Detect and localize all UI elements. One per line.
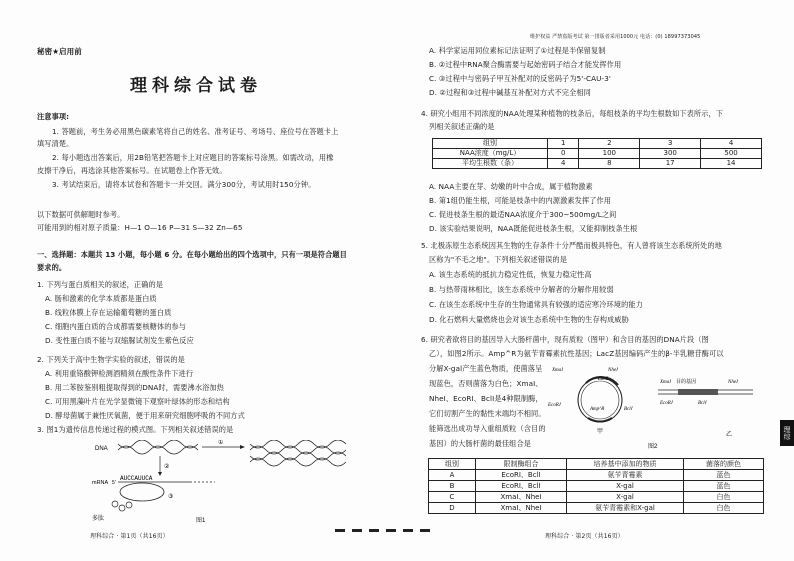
table-cell: 17 xyxy=(640,159,701,169)
notice-line: 填写清楚。 xyxy=(37,139,74,148)
figure-1-diagram xyxy=(90,440,410,525)
q1-option-a: A. 肠和激素的化学本质都是蛋白质 xyxy=(45,294,157,303)
table-cell: 300 xyxy=(640,149,701,159)
xma-site-label: XmaⅠ xyxy=(552,368,563,373)
section-heading: 一、选择题：本题共 13 小题，每小题 6 分。在每小题给出的四个选项中，只有一项是符合题目 xyxy=(37,250,347,259)
table-cell: XmaⅠ、NheⅠ xyxy=(476,503,567,514)
q3-stem: 3. 图1为遗传信息传递过程的模式图。下列相关叙述错误的是 xyxy=(37,425,234,434)
target-gene-label: 目的基因 xyxy=(676,379,697,385)
table-cell: 氨苄青霉素 xyxy=(567,470,684,481)
target-gene-block xyxy=(678,389,718,395)
q3-option-c: C. ③过程中与密码子甲互补配对的反密码子为5'-CAU-3' xyxy=(429,74,611,83)
table-header-row xyxy=(429,459,764,470)
step-1-label: ① xyxy=(218,440,224,446)
q5-option-c: C. 在该生态系统中生存的生物通常具有较强的适应寒冷环境的能力 xyxy=(429,300,643,309)
table-row xyxy=(433,159,762,169)
table-row xyxy=(429,503,764,514)
q5-stem: 5. 北极冻原生态系统因其生物的生存条件十分严酷而极具特色，有人曾将该生态系统所处的地 xyxy=(421,241,722,250)
table-cell: X-gal xyxy=(567,481,684,492)
q2-option-a: A. 利用重铬酸钾检测酒精须在酸性条件下进行 xyxy=(45,369,194,378)
q1-option-c: C. 细胞内蛋白质的合成都需要核糖体的参与 xyxy=(45,322,187,331)
figure-2-diagram xyxy=(548,360,758,450)
table-header-cell: 菌落的颜色 xyxy=(684,459,764,470)
amino-acid xyxy=(119,505,125,511)
table-cell: 100 xyxy=(579,149,640,159)
q2-option-b: B. 用二苯胺鉴别粗提取得到的DNA时，需要沸水浴加热 xyxy=(45,383,224,392)
subject-side-tab: 理综 xyxy=(780,420,794,446)
frag-xma-label: XmaⅠ xyxy=(660,380,671,385)
q6-stem-line: 乙），如图2所示。Amp^R为氨苄青霉素抗性基因；LacZ基因编码产生的β-半乳糖苷酶可以 xyxy=(429,349,724,358)
q6-stem-line: 6. 研究者欲将目的基因导入大肠杆菌中，现有质粒（图甲）和含目的基因的DNA片段（图 xyxy=(421,335,709,344)
q3-option-b: B. ②过程中RNA聚合酶需要与起始密码子结合才能发挥作用 xyxy=(429,60,622,69)
table-cell: 氨苄青霉素和X-gal xyxy=(567,503,684,514)
ribosome xyxy=(120,483,164,501)
ecor-site-label: EcoRⅠ xyxy=(548,403,561,408)
table-cell: A xyxy=(429,470,476,481)
q4-data-table xyxy=(432,138,762,169)
q1-stem: 1. 下列与蛋白质相关的叙述，正确的是 xyxy=(37,280,164,289)
q2-stem: 2. 下列关于高中生物学实验的叙述，错误的是 xyxy=(37,355,185,364)
center-mark xyxy=(369,529,379,532)
q2-option-c: C. 可用黑藻叶片在光学显微镜下观察叶绿体的形态和结构 xyxy=(45,397,230,406)
dna-helix-strand xyxy=(250,440,346,448)
arrowhead xyxy=(240,445,245,449)
table-cell: D xyxy=(429,503,476,514)
figure-1-caption: 图1 xyxy=(196,518,206,524)
amp-label: Amp^R xyxy=(590,407,605,412)
q5-option-d: D. 化石燃料大量燃烧也会对该生态系统中生物的生存构成威胁 xyxy=(429,315,629,324)
table-header-cell: 组别 xyxy=(429,459,476,470)
right-footer: 理科综合 · 第2页（共16页） xyxy=(545,533,624,540)
dna-helix-strand xyxy=(250,446,346,454)
q6-stem-line: 现蓝色，否则菌落为白色；XmaⅠ、 xyxy=(429,379,543,388)
q3-option-a: A. 科学家运用同位素标记法证明了①过程是半保留复制 xyxy=(429,46,606,55)
q1-option-b: B. 线粒体膜上存在运输葡萄糖的蛋白质 xyxy=(45,308,172,317)
q2-option-d: D. 酵母菌属于兼性厌氧菌，便于用来研究细胞呼吸的不同方式 xyxy=(45,411,245,420)
nhe-site-label: NheⅠ xyxy=(608,368,618,373)
table-cell: 白色 xyxy=(684,492,764,503)
q5-option-a: A. 该生态系统的抵抗力稳定性低，恢复力稳定性高 xyxy=(429,270,592,279)
table-header-cell: 1 xyxy=(548,139,579,149)
table-header-cell: 培养基中添加的物质 xyxy=(567,459,684,470)
left-footer: 理科综合 · 第1页（共16页） xyxy=(90,533,169,540)
fragment-label: 乙 xyxy=(726,432,733,438)
mrna-sequence: AUCCAUUCA xyxy=(120,475,153,482)
amp-gene-segment xyxy=(588,418,612,422)
ref-masses: 可能用到的相对原子质量：H—1 O—16 P—31 S—32 Zn—65 xyxy=(37,223,243,232)
table-cell: 14 xyxy=(701,159,762,169)
notice-line: 皮擦干净后，再选涂其他答案标号。在试题卷上作答无效。 xyxy=(37,166,227,175)
q4-option-c: C. 促进枝条生根的最适NAA浓度介于300~500mg/L之间 xyxy=(429,210,617,219)
q4-stem-cont: 列相关叙述正确的是 xyxy=(429,122,495,131)
table-cell: 白色 xyxy=(684,503,764,514)
table-cell: 平均生根数（条） xyxy=(433,159,548,169)
notice-heading: 注意事项: xyxy=(37,112,70,121)
frag-bcl-label: BclⅠ xyxy=(698,401,707,406)
q6-stem-line: NheⅠ、EcoRⅠ、BclⅠ是4种限制酶， xyxy=(429,394,543,403)
q4-option-d: D. 该实验结果说明，NAA既能促进枝条生根，又能抑制枝条生根 xyxy=(429,224,638,233)
figure-2-caption: 图2 xyxy=(648,444,658,450)
plasmid-ring xyxy=(578,378,622,422)
frag-nhe-label: NheⅠ xyxy=(728,380,738,385)
table-cell: B xyxy=(429,481,476,492)
table-cell: 4 xyxy=(548,159,579,169)
table-cell: 8 xyxy=(579,159,640,169)
step-3-label: ③ xyxy=(168,493,174,500)
table-header-cell: 限制酶组合 xyxy=(476,459,567,470)
q6-options-table xyxy=(428,458,764,514)
table-cell: C xyxy=(429,492,476,503)
q6-stem-line: 分解X-gal产生蓝色物质，使菌落呈 xyxy=(429,364,543,373)
table-cell: EcoRⅠ、BclⅠ xyxy=(476,470,567,481)
q6-stem-line: 能筛选出成功导入重组质粒（含目的 xyxy=(429,424,546,433)
arrowhead xyxy=(158,472,162,476)
anti-piracy-header: 维护权益 严禁盗版考试 第一排版者采用1000元 电话：(0) 18997373045 xyxy=(530,34,701,40)
amino-acid xyxy=(112,501,118,507)
dna-helix-strand xyxy=(250,458,346,466)
section-heading-cont: 要求的。 xyxy=(37,263,67,272)
plasmid-label: 甲 xyxy=(597,429,604,435)
table-header-cell: 3 xyxy=(640,139,701,149)
center-mark xyxy=(352,529,362,532)
center-mark xyxy=(420,529,430,532)
table-row xyxy=(429,492,764,503)
dna-helix-strand xyxy=(118,446,198,454)
table-header-row xyxy=(433,139,762,149)
table-header-cell: 4 xyxy=(701,139,762,149)
notice-line: 3. 考试结束后，请将本试卷和答题卡一并交回。满分300分，考试用时150分钟。 xyxy=(52,180,316,189)
exam-title: 理科综合试卷 xyxy=(130,76,262,96)
table-cell: XmaⅠ、NheⅠ xyxy=(476,492,567,503)
q4-option-a: A. NAA主要在芽、幼嫩的叶中合成，属于植物激素 xyxy=(429,182,593,191)
q6-stem-line: 它们切割产生的黏性末端均不相同。 xyxy=(429,409,546,418)
step-2-label: ② xyxy=(164,463,170,470)
table-header-cell: 2 xyxy=(579,139,640,149)
mrna-label: mRNA xyxy=(92,480,109,486)
table-cell: X-gal xyxy=(567,492,684,503)
five-prime-label: 5' xyxy=(112,480,116,486)
table-header-cell: 组别 xyxy=(433,139,548,149)
lacz-label: LacZ xyxy=(598,377,609,382)
dna-helix-strand xyxy=(250,452,346,460)
q3-option-d: D. ②过程和③过程中碱基互补配对方式不完全相同 xyxy=(429,88,591,97)
notice-line: 1. 答题前，考生务必用黑色碳素笔将自己的姓名、准考证号、考场号、座位号在答题卡上 xyxy=(52,127,339,136)
center-mark xyxy=(403,529,413,532)
table-cell: 蓝色 xyxy=(684,481,764,492)
center-mark xyxy=(386,529,396,532)
q4-stem: 4. 研究小组用不同浓度的NAA处理某种植物的枝条后，每组枝条的平均生根数如下表所示，下 xyxy=(421,109,724,118)
table-cell: 0 xyxy=(548,149,579,159)
frag-ecor-label: EcoRⅠ xyxy=(660,401,673,406)
table-cell: NAA浓度（mg/L） xyxy=(433,149,548,159)
amino-acid xyxy=(126,502,132,508)
plasmid-ring-inner xyxy=(581,381,619,419)
table-row xyxy=(429,481,764,492)
q1-option-d: D. 变性蛋白质不能与双缩脲试剂发生紫色反应 xyxy=(45,336,194,345)
table-cell: 蓝色 xyxy=(684,470,764,481)
bcl-site-label: BclⅠ xyxy=(624,407,633,412)
q4-option-b: B. 第1组仍能生根，可能是枝条中的内源激素发挥了作用 xyxy=(429,196,612,205)
table-cell: 500 xyxy=(701,149,762,159)
ref-intro: 以下数据可供解题时参考。 xyxy=(37,210,125,219)
q6-stem-line: 基因）的大肠杆菌的最佳组合是 xyxy=(429,439,532,448)
secret-label: 秘密★启用前 xyxy=(37,47,82,56)
notice-line: 2. 每小题选出答案后，用2B铅笔把答题卡上对应题目的答案标号涂黑。如需改动，用橡 xyxy=(52,153,334,162)
q5-stem-cont: 区称为"不毛之地"。下列相关叙述错误的是 xyxy=(429,255,567,264)
center-mark xyxy=(335,529,345,532)
q5-option-b: B. 与热带雨林相比，该生态系统中分解者的分解作用较弱 xyxy=(429,285,614,294)
table-row xyxy=(433,149,762,159)
peptide-label: 多肽 xyxy=(92,516,105,522)
dna-label: DNA xyxy=(95,446,108,452)
table-row xyxy=(429,470,764,481)
table-cell: EcoRⅠ、BclⅠ xyxy=(476,481,567,492)
